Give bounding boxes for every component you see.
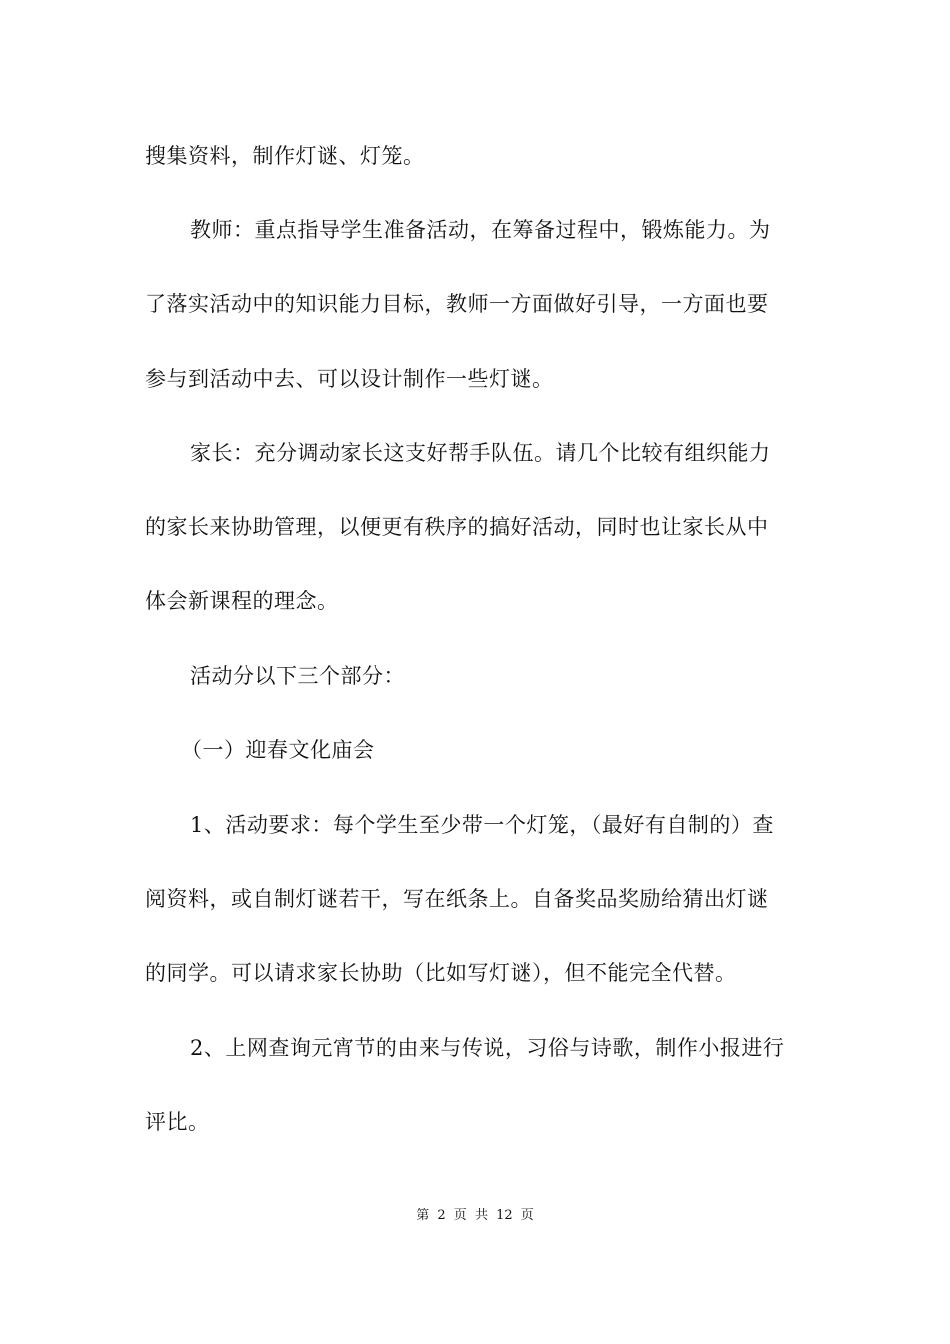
paragraph-line: 1、活动要求：每个学生至少带一个灯笼，（最好有自制的）查: [190, 813, 774, 837]
footer-total-prefix: 共: [474, 1208, 488, 1223]
paragraph-line: 搜集资料，制作灯谜、灯笼。: [145, 144, 425, 168]
paragraph-line: 参与到活动中去、可以设计制作一些灯谜。: [145, 367, 554, 391]
total-page-count: 12: [496, 1208, 513, 1223]
paragraph-line: 阅资料，或自制灯谜若干，写在纸条上。自备奖品奖励给猜出灯谜: [145, 887, 769, 911]
paragraph-line: 了落实活动中的知识能力目标，教师一方面做好引导，一方面也要: [145, 292, 769, 316]
paragraph-line: 的家长来协助管理，以便更有秩序的搞好活动，同时也让家长从中: [145, 515, 769, 539]
paragraph-line: 体会新课程的理念。: [145, 589, 339, 613]
paragraph-line: 的同学。可以请求家长协助（比如写灯谜），但不能完全代替。: [145, 961, 737, 985]
page-number-footer: [0, 1207, 950, 1225]
footer-prefix: 第: [416, 1208, 430, 1223]
paragraph-line: 评比。: [145, 1110, 210, 1134]
paragraph-line: 活动分以下三个部分：: [190, 664, 405, 688]
paragraph-line: 2、上网查询元宵节的由来与传说，习俗与诗歌，制作小报进行: [190, 1036, 785, 1060]
paragraph-line: 家长：充分调动家长这支好帮手队伍。请几个比较有组织能力: [190, 441, 771, 465]
footer-total-label: 页: [520, 1208, 534, 1223]
current-page-number: 2: [437, 1208, 446, 1223]
paragraph-line: 教师：重点指导学生准备活动，在筹备过程中，锻炼能力。为: [190, 218, 771, 242]
section-heading: （一）迎春文化庙会: [181, 738, 375, 762]
footer-page-label: 页: [453, 1208, 467, 1223]
